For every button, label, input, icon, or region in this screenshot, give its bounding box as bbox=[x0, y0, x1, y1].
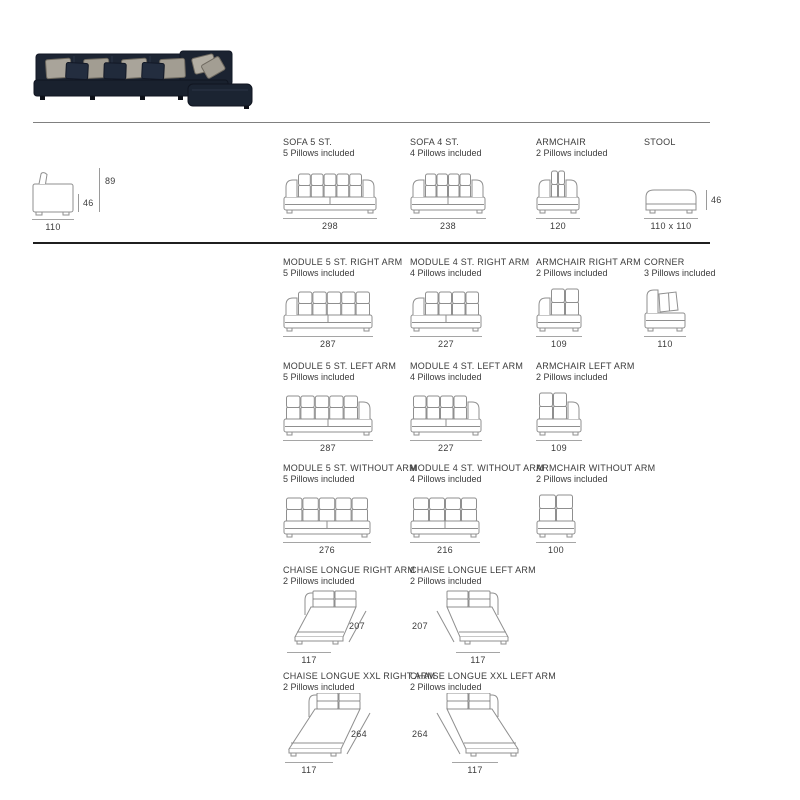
depth-dimension-label: 207 bbox=[412, 621, 428, 631]
pillows-note: 2 Pillows included bbox=[536, 474, 608, 484]
module-5st-right-arm-drawing bbox=[283, 279, 407, 333]
footprint-dimension bbox=[644, 218, 698, 231]
width-value: 120 bbox=[550, 221, 566, 231]
width-value: 117 bbox=[470, 655, 486, 665]
spec-card-corner bbox=[644, 257, 768, 349]
module-5st-without-arm-drawing bbox=[283, 485, 407, 539]
pillows-note: 5 Pillows included bbox=[283, 268, 355, 278]
chaise-xxl-right-arm-drawing bbox=[283, 693, 407, 759]
spec-card-chaise-xxl-left-arm bbox=[410, 671, 557, 775]
pillows-note: 4 Pillows included bbox=[410, 268, 482, 278]
dimension-line bbox=[536, 336, 582, 337]
pillows-note: 2 Pillows included bbox=[536, 268, 608, 278]
spec-card-stool bbox=[644, 137, 768, 231]
product-title: ARMCHAIR bbox=[536, 137, 587, 147]
width-dimension bbox=[283, 218, 377, 231]
width-value: 109 bbox=[551, 443, 567, 453]
pillows-note: 5 Pillows included bbox=[283, 372, 355, 382]
product-title: MODULE 5 ST. RIGHT ARM bbox=[283, 257, 403, 267]
dimension-line bbox=[410, 440, 482, 441]
width-value: 227 bbox=[438, 443, 454, 453]
chaise-left-arm-drawing bbox=[410, 587, 534, 649]
dimension-line bbox=[283, 440, 373, 441]
product-title: STOOL bbox=[644, 137, 676, 147]
product-title: CHAISE LONGUE XXL LEFT ARM bbox=[410, 671, 557, 681]
spec-card-module-4st-left-arm bbox=[410, 361, 534, 453]
width-dimension bbox=[452, 762, 498, 775]
sofa-4st-drawing bbox=[410, 159, 534, 215]
module-4st-without-arm-drawing bbox=[410, 485, 534, 539]
width-value: 216 bbox=[437, 545, 453, 555]
corner-drawing bbox=[644, 279, 768, 333]
dimension-line bbox=[32, 219, 74, 220]
width-dimension bbox=[644, 336, 686, 349]
armchair-right-arm-drawing bbox=[536, 279, 660, 333]
width-value: 276 bbox=[319, 545, 335, 555]
width-value: 298 bbox=[322, 221, 338, 231]
pillows-note: 4 Pillows included bbox=[410, 372, 482, 382]
product-title: SOFA 4 ST. bbox=[410, 137, 460, 147]
spec-card-sofa-5st bbox=[283, 137, 407, 231]
pillows-note: 2 Pillows included bbox=[410, 682, 482, 692]
width-value: 117 bbox=[301, 655, 317, 665]
pillows-note: 2 Pillows included bbox=[283, 682, 355, 692]
pillows-note: 4 Pillows included bbox=[410, 148, 482, 158]
dimension-line bbox=[283, 336, 373, 337]
dimension-line bbox=[536, 218, 580, 219]
spec-card-chaise-longue-right-arm bbox=[283, 565, 416, 665]
dimension-line bbox=[536, 440, 582, 441]
stool-height-value: 46 bbox=[711, 195, 722, 205]
dimension-line bbox=[283, 542, 371, 543]
pillows-note: 4 Pillows included bbox=[410, 474, 482, 484]
dimension-line bbox=[456, 652, 500, 653]
depth-dimension-label: 207 bbox=[349, 621, 365, 631]
spec-card-chaise-xxl-right-arm bbox=[283, 671, 436, 775]
width-value: 238 bbox=[440, 221, 456, 231]
width-value: 100 bbox=[548, 545, 564, 555]
width-value: 227 bbox=[438, 339, 454, 349]
product-title: MODULE 4 ST. WITHOUT ARM bbox=[410, 463, 544, 473]
width-dimension bbox=[410, 542, 480, 555]
width-value: 109 bbox=[551, 339, 567, 349]
dimension-line bbox=[644, 218, 698, 219]
dimension-line bbox=[410, 336, 482, 337]
dimension-line bbox=[410, 218, 486, 219]
chaise-xxl-left-arm-drawing bbox=[410, 693, 534, 759]
width-value: 117 bbox=[467, 765, 483, 775]
product-title: ARMCHAIR LEFT ARM bbox=[536, 361, 635, 371]
sofa-5st-drawing bbox=[283, 159, 407, 215]
product-title: CORNER bbox=[644, 257, 685, 267]
dimension-line bbox=[283, 218, 377, 219]
spec-card-module-5st-left-arm bbox=[283, 361, 407, 453]
depth-dimension bbox=[32, 219, 74, 232]
module-5st-left-arm-drawing bbox=[283, 383, 407, 437]
armchair-without-arm-drawing bbox=[536, 485, 660, 539]
product-title: ARMCHAIR WITHOUT ARM bbox=[536, 463, 656, 473]
product-title: MODULE 4 ST. LEFT ARM bbox=[410, 361, 524, 371]
dimension-line bbox=[287, 652, 331, 653]
depth-value: 110 bbox=[45, 222, 61, 232]
dimension-line bbox=[644, 336, 686, 337]
width-value: 110 bbox=[657, 339, 673, 349]
section-divider-top bbox=[33, 122, 710, 123]
seat-height-value: 46 bbox=[83, 198, 94, 208]
width-dimension bbox=[283, 542, 371, 555]
product-title: MODULE 5 ST. LEFT ARM bbox=[283, 361, 397, 371]
seat-height-tick bbox=[78, 194, 79, 212]
width-value: 287 bbox=[320, 443, 336, 453]
product-photo bbox=[30, 40, 255, 110]
width-dimension bbox=[283, 440, 373, 453]
spec-card-armchair-left-arm bbox=[536, 361, 660, 453]
depth-dimension-label: 264 bbox=[351, 729, 367, 739]
product-title: CHAISE LONGUE XXL RIGHT ARM bbox=[283, 671, 436, 681]
product-title: CHAISE LONGUE RIGHT ARM bbox=[283, 565, 416, 575]
pillows-note: 3 Pillows included bbox=[644, 268, 716, 278]
armchair-left-arm-drawing bbox=[536, 383, 660, 437]
sofa-side-view-drawing bbox=[32, 172, 74, 217]
width-dimension bbox=[456, 652, 500, 665]
width-dimension bbox=[410, 440, 482, 453]
width-dimension bbox=[410, 336, 482, 349]
spec-card-module-5st-without-arm bbox=[283, 463, 417, 555]
spec-card-armchair-right-arm bbox=[536, 257, 660, 349]
armchair-drawing bbox=[536, 159, 660, 215]
depth-dimension-label: 264 bbox=[412, 729, 428, 739]
footprint-value: 110 x 110 bbox=[650, 221, 692, 231]
width-dimension bbox=[410, 218, 486, 231]
spec-card-module-4st-right-arm bbox=[410, 257, 534, 349]
pillows-note: 2 Pillows included bbox=[536, 148, 608, 158]
width-dimension bbox=[287, 652, 331, 665]
width-dimension bbox=[536, 336, 582, 349]
spec-card-chaise-longue-left-arm bbox=[410, 565, 534, 665]
pillows-note: 2 Pillows included bbox=[536, 372, 608, 382]
spec-card-module-5st-right-arm bbox=[283, 257, 407, 349]
pillows-note: 5 Pillows included bbox=[283, 148, 355, 158]
pillows-note: 2 Pillows included bbox=[410, 576, 482, 586]
product-title: SOFA 5 ST. bbox=[283, 137, 333, 147]
chaise-right-arm-drawing bbox=[283, 587, 407, 649]
width-dimension bbox=[536, 218, 580, 231]
product-title: MODULE 4 ST. RIGHT ARM bbox=[410, 257, 530, 267]
dimension-line bbox=[452, 762, 498, 763]
width-value: 117 bbox=[301, 765, 317, 775]
module-4st-right-arm-drawing bbox=[410, 279, 534, 333]
width-value: 287 bbox=[320, 339, 336, 349]
module-4st-left-arm-drawing bbox=[410, 383, 534, 437]
width-dimension bbox=[536, 542, 576, 555]
pillows-note: 2 Pillows included bbox=[283, 576, 355, 586]
side-view-spec bbox=[30, 160, 160, 255]
width-dimension bbox=[536, 440, 582, 453]
dimension-line bbox=[536, 542, 576, 543]
dimension-line bbox=[285, 762, 333, 763]
stool-height-tick bbox=[706, 190, 707, 210]
spec-card-armchair-without-arm bbox=[536, 463, 660, 555]
width-dimension bbox=[283, 336, 373, 349]
product-title: CHAISE LONGUE LEFT ARM bbox=[410, 565, 536, 575]
pillows-note: 5 Pillows included bbox=[283, 474, 355, 484]
spec-card-module-4st-without-arm bbox=[410, 463, 544, 555]
product-title: ARMCHAIR RIGHT ARM bbox=[536, 257, 641, 267]
width-dimension bbox=[285, 762, 333, 775]
total-height-value: 89 bbox=[105, 176, 116, 186]
total-height-tick bbox=[99, 168, 100, 212]
dimension-line bbox=[410, 542, 480, 543]
spec-card-armchair bbox=[536, 137, 660, 231]
sectional-sofa-illustration bbox=[30, 40, 255, 110]
product-title: MODULE 5 ST. WITHOUT ARM bbox=[283, 463, 417, 473]
spec-card-sofa-4st bbox=[410, 137, 534, 231]
